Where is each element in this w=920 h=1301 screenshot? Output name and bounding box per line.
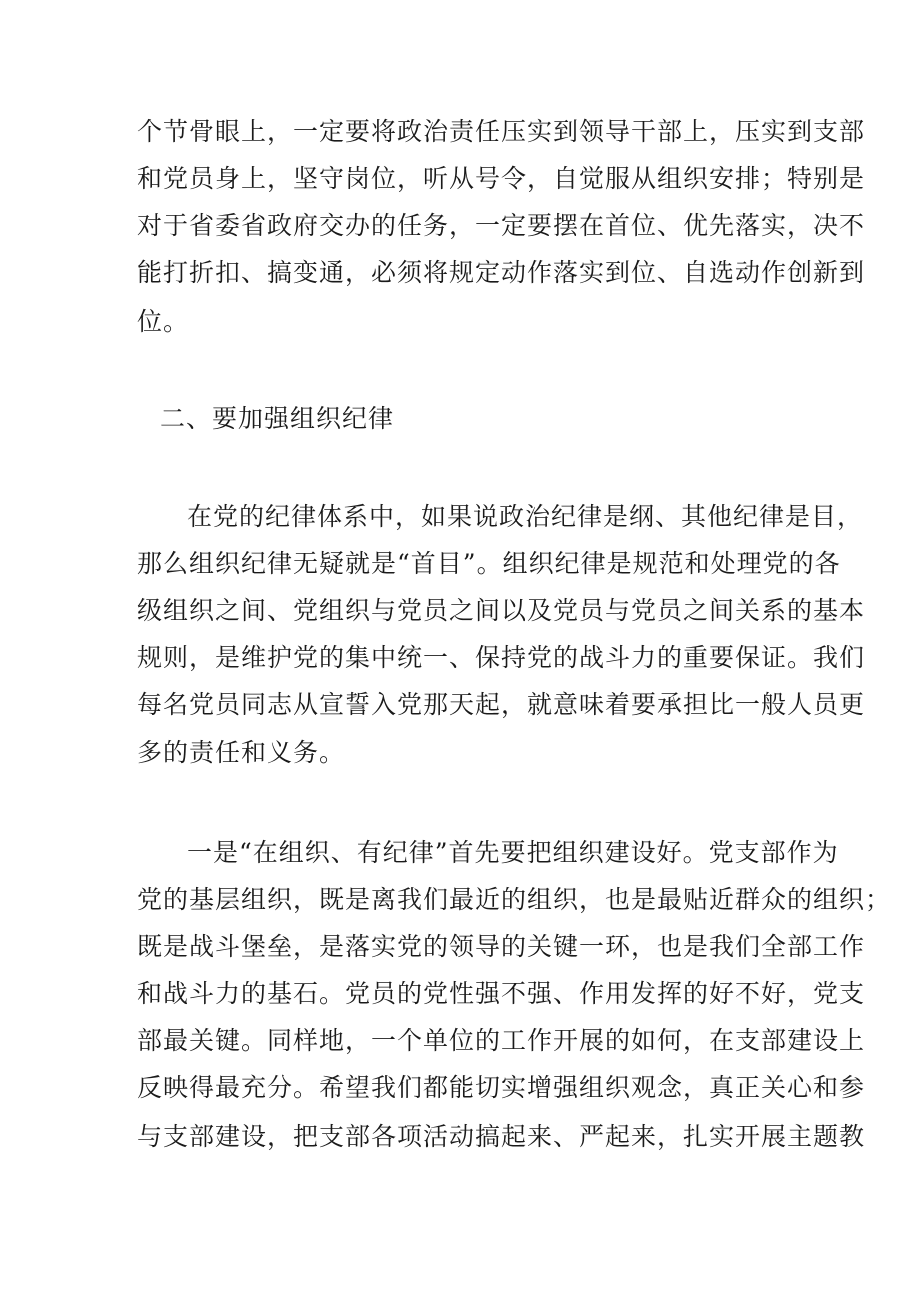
paragraph-1-line-2: 和党员身上，坚守岗位，听从号令，自觉服从组织安排；特别是 [137,164,866,193]
paragraph-2-line-2: 那么组织纪律无疑就是“首目”。组织纪律是规范和处理党的各 [137,549,841,578]
paragraph-2-line-5: 每名党员同志从宣誓入党那天起，就意味着要承担比一般人员更 [137,690,866,719]
paragraph-3-line-1: 一是“在组织、有纪律”首先要把组织建设好。党支部作为 [187,838,839,867]
paragraph-1-line-5: 位。 [137,307,190,336]
paragraph-2-line-6: 多的责任和义务。 [137,738,346,767]
section-heading: 二、要加强组织纪律 [160,404,395,433]
paragraph-3-line-3: 既是战斗堡垒，是落实党的领导的关键一环，也是我们全部工作 [137,932,866,961]
paragraph-3-line-2: 党的基层组织，既是离我们最近的组织，也是最贴近群众的组织； [137,885,892,914]
paragraph-2-line-4: 规则，是维护党的集中统一、保持党的战斗力的重要保证。我们 [137,643,866,672]
paragraph-3-line-5: 部最关键。同样地，一个单位的工作开展的如何，在支部建设上 [137,1026,866,1055]
paragraph-2-line-3: 级组织之间、党组织与党员之间以及党员与党员之间关系的基本 [137,596,866,625]
paragraph-1-line-3: 对于省委省政府交办的任务，一定要摆在首位、优先落实，决不 [137,211,866,240]
paragraph-3-line-7: 与支部建设，把支部各项活动搞起来、严起来，扎实开展主题教 [137,1122,866,1151]
paragraph-3-line-6: 反映得最充分。希望我们都能切实增强组织观念，真正关心和参 [137,1073,866,1102]
paragraph-1-line-4: 能打折扣、搞变通，必须将规定动作落实到位、自选动作创新到 [137,258,866,287]
paragraph-3-line-4: 和战斗力的基石。党员的党性强不强、作用发挥的好不好，党支 [137,979,866,1008]
paragraph-2-line-1: 在党的纪律体系中，如果说政治纪律是纲、其他纪律是目， [187,502,864,531]
paragraph-1-line-1: 个节骨眼上，一定要将政治责任压实到领导干部上，压实到支部 [137,117,866,146]
